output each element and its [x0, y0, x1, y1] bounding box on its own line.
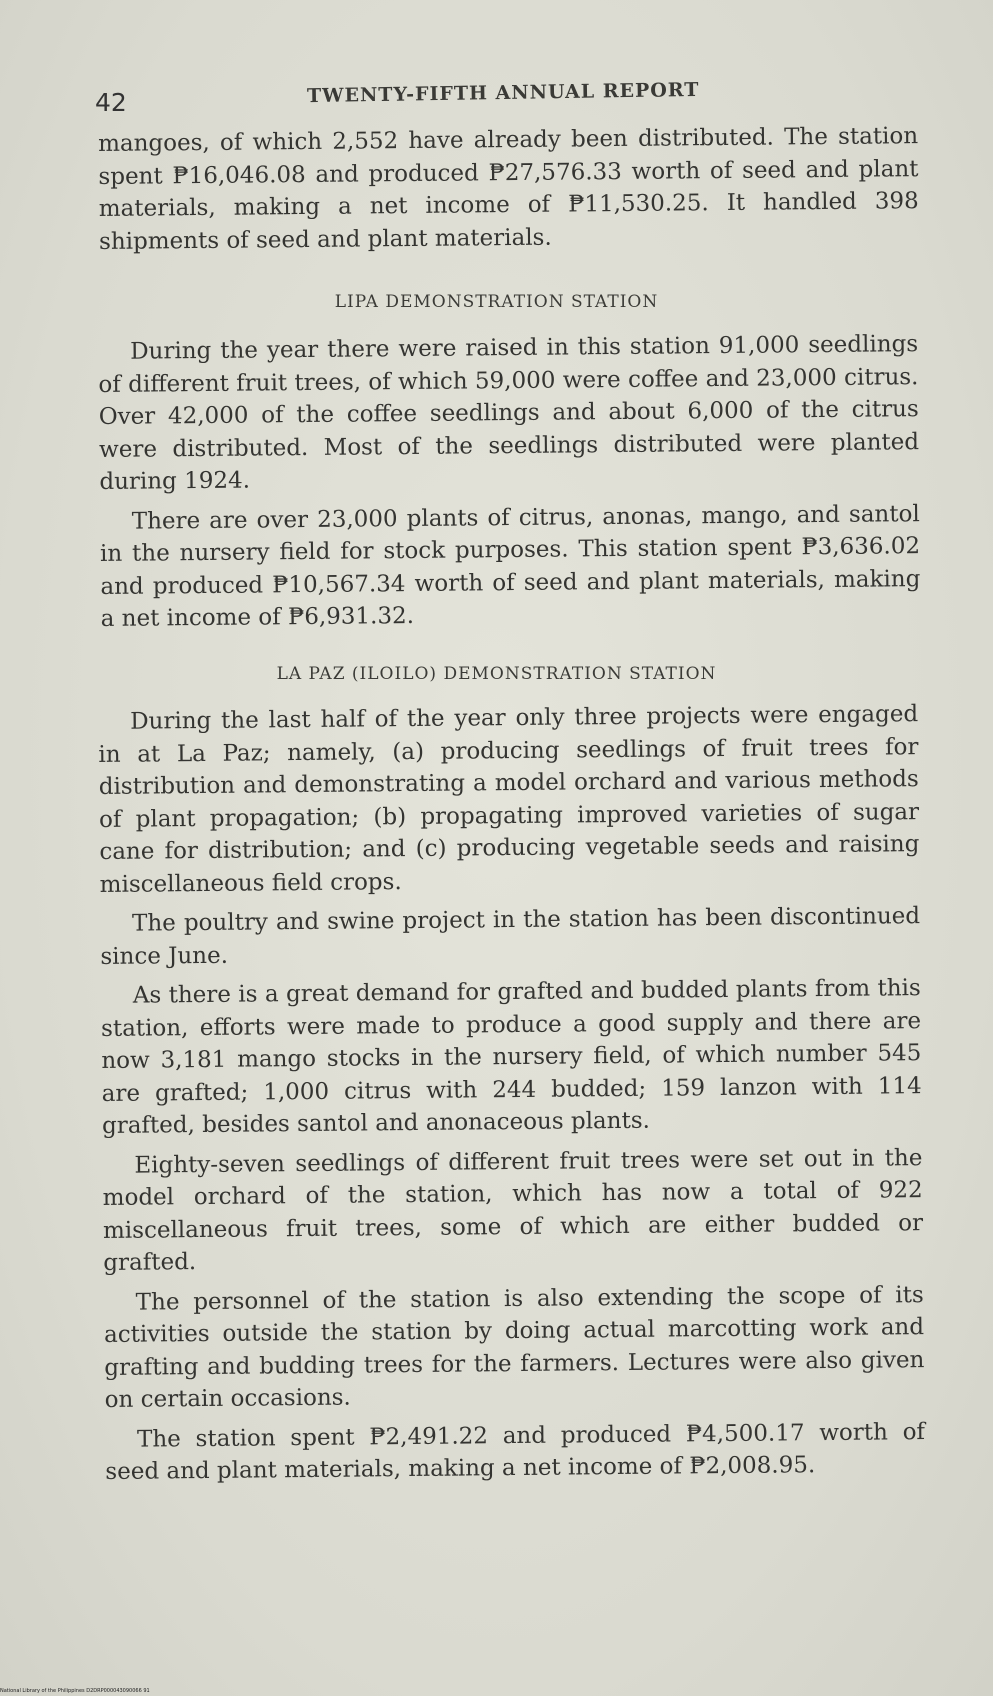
page-header	[95, 80, 915, 120]
page-number: 42	[95, 88, 127, 117]
lapaz-paragraph-6: The station spent ₱2,491.22 and produced ₱4,500.17 worth of seed and plant materials, making a net income of ₱2,008.95.	[105, 1418, 926, 1485]
lapaz-paragraph-3: As there is a great demand for grafted and budded plants from this station, efforts were made to produce a good supply and there are now 3,181 mango stocks in the nursery field, of which number 545 are grafted; 1,000 citrus with 244 budded; 159 lanzon with 114 grafted, besides santol and anonaceous plants.	[100, 975, 922, 1139]
continuation-block	[98, 120, 919, 258]
lapaz-paragraph-1: During the last half of the year only three projects were engaged in at La Paz; namely, (a) producing seedlings of fruit trees for distribution and demonstrating a model orchard and various methods of plant propagation; (b) propagating improved varieties of sugar cane for distribution; and (c) producing vegetable seeds and raising miscellaneous field crops.	[98, 701, 920, 898]
lapaz-section-heading: LA PAZ (ILOILO) DEMONSTRATION STATION	[276, 664, 717, 684]
lipa-paragraph-1: During the year there were raised in this station 91,000 seedlings of different fruit trees, of which 59,000 were coffee and 23,000 citrus. Over 42,000 of the coffee seedlings and about 6,000 of the citrus were distributed. Most of the seedlings distributed were planted during 1924.	[98, 331, 920, 495]
library-credit: National Library of the Philippines D2DRP000043090066 91	[0, 1688, 150, 1694]
lapaz-section-body	[98, 698, 925, 1488]
lapaz-paragraph-2: The poultry and swine project in the station has been discontinued since June.	[100, 903, 921, 970]
lipa-section-body	[98, 328, 921, 635]
running-title: TWENTY-FIFTH ANNUAL REPORT	[306, 78, 700, 108]
lapaz-paragraph-4: Eighty-seven seedlings of different fruit trees were set out in the model orchard of the station, which has now a total of 922 miscellaneous fruit trees, some of which are either budded or grafted.	[102, 1144, 924, 1276]
continuation-paragraph: mangoes, of which 2,552 have already been distributed. The station spent ₱16,046.08 and produced ₱27,576.33 worth of seed and plant materials, making a net income of ₱11,530.25. It handled 398 shipments of seed and plant materials.	[98, 123, 919, 255]
lipa-paragraph-2: There are over 23,000 plants of citrus, anonas, mango, and santol in the nursery field for stock purposes. This station spent ₱3,636.02 and produced ₱10,567.34 worth of seed and plant materials, making a net income of ₱6,931.32.	[99, 500, 921, 632]
lipa-section-heading: LIPA DEMONSTRATION STATION	[334, 292, 659, 312]
lapaz-paragraph-5: The personnel of the station is also extending the scope of its activities outside the station by doing actual marcotting work and grafting and budding trees for the farmers. Lectures were also given on certain occasions.	[103, 1281, 925, 1413]
